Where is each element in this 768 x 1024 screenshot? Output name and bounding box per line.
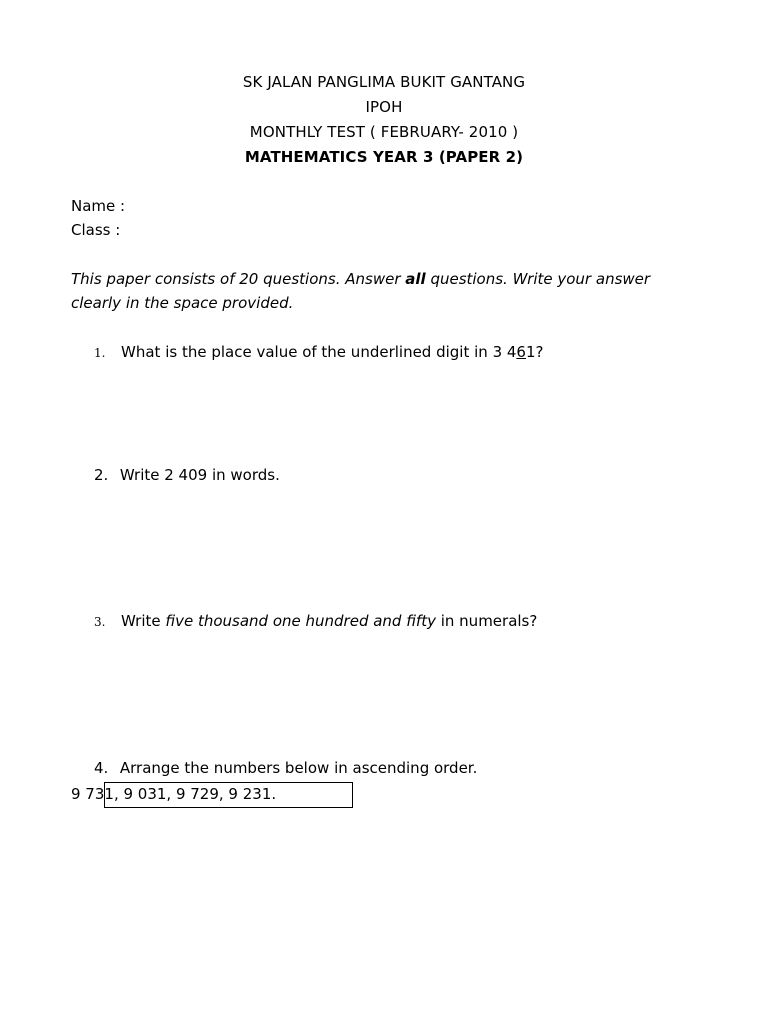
question-3 [94, 612, 537, 630]
question-text: What is the place value of the underlined digit in 3 4 [121, 343, 517, 361]
question-number: 3. [94, 615, 106, 629]
name-label: Name : [71, 197, 126, 215]
test-title: MONTHLY TEST ( FEBRUARY- 2010 ) [249, 123, 519, 141]
question-4 [94, 759, 477, 777]
question-2 [94, 466, 280, 484]
city-name: IPOH [365, 98, 403, 116]
class-label: Class : [71, 221, 121, 239]
underlined-digit: 6 [516, 343, 526, 361]
instructions-text: This paper consists of 20 questions. Answer [71, 270, 406, 288]
question-text: Write [121, 612, 166, 630]
school-name: SK JALAN PANGLIMA BUKIT GANTANG [242, 73, 526, 91]
question-text: Write 2 409 in words. [119, 466, 280, 484]
question-text: 1? [525, 343, 544, 361]
instructions-text: questions. Write your answer [425, 270, 651, 288]
numbers-list: 9 731, 9 031, 9 729, 9 231. [71, 785, 277, 803]
subject-title: MATHEMATICS YEAR 3 (PAPER 2) [244, 148, 524, 166]
question-text: Arrange the numbers below in ascending order. [119, 759, 478, 777]
question-text: in numerals? [435, 612, 538, 630]
instructions-line-1 [71, 270, 650, 288]
question-1 [94, 343, 543, 361]
question-words: five thousand one hundred and fifty [165, 612, 436, 630]
question-number: 1. [94, 346, 106, 360]
question-number: 4. [94, 759, 109, 777]
question-number: 2. [94, 466, 109, 484]
instructions-line-2: clearly in the space provided. [71, 294, 294, 312]
instructions-emphasis: all [405, 270, 426, 288]
